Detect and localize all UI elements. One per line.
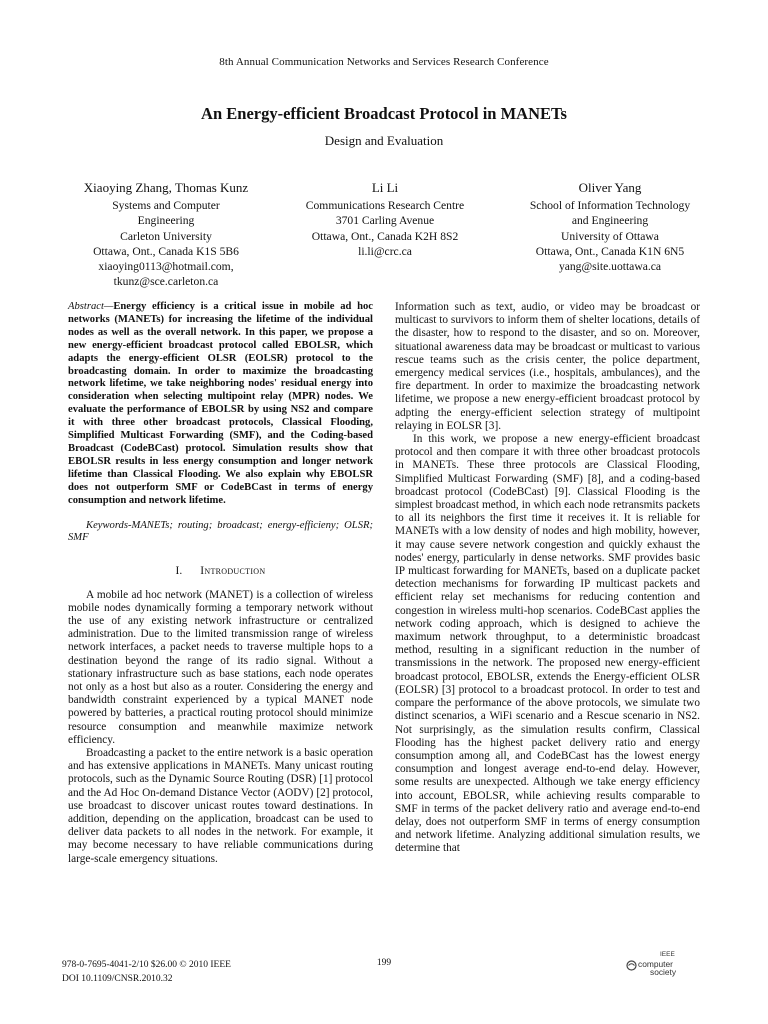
author-affiliation-line: Ottawa, Ont., Canada K2H 8S2 xyxy=(311,229,459,243)
footer-doi: DOI 10.1109/CNSR.2010.32 xyxy=(62,974,173,984)
author-name: Oliver Yang xyxy=(578,180,642,195)
author-affiliation-line: Ottawa, Ont., Canada K1N 6N5 xyxy=(535,244,685,258)
author-affiliation-line: 3701 Carling Avenue xyxy=(335,214,435,228)
author-name: Xiaoying Zhang, Thomas Kunz xyxy=(83,180,249,195)
section-title: Introduction xyxy=(200,565,266,578)
logo-text xyxy=(638,951,676,977)
author-email: tkunz@sce.carleton.ca xyxy=(113,275,219,289)
right-column xyxy=(395,301,700,856)
keywords: Keywords-MANETs; routing; broadcast; energy-efficieny; OLSR; SMF xyxy=(68,519,373,544)
section-heading xyxy=(68,565,373,578)
author-name: Li Li xyxy=(371,180,399,195)
paper-title: An Energy-efficient Broadcast Protocol in MANETs xyxy=(201,104,567,123)
author-affiliation-line: Systems and Computer xyxy=(112,199,220,213)
abstract xyxy=(68,301,373,508)
footer-isbn: 978-0-7695-4041-2/10 $26.00 © 2010 IEEE xyxy=(62,960,231,970)
author-affiliation-line: Ottawa, Ont., Canada K1S 5B6 xyxy=(93,244,239,258)
abstract-lead: Abstract xyxy=(68,301,104,312)
author-affiliation-line: and Engineering xyxy=(571,214,649,228)
author-block-3 xyxy=(508,180,712,274)
author-affiliation-line: Communications Research Centre xyxy=(305,199,465,213)
conference-name: 8th Annual Communication Networks and Services Research Conference xyxy=(219,56,549,68)
author-email: li.li@crc.ca xyxy=(358,244,412,258)
body-paragraph: Information such as text, audio, or video may be broadcast or multicast to survivors to inform them of shelter locations, details of the disaster, how to respond to the disaster, and so on. Moreover, situational awareness data may be broadcast or multicast to various rescue teams such as the crisis center, the police department, emergency medical services (i.e., hospitals, ambulances), and the fire department. In order to maximize the broadcasting network lifetime, we propose a new energy-efficient broadcast protocol by adpting the energy-efficient selection strategy of multipoint relaying in EOLSR [3]. xyxy=(395,301,700,432)
author-email: yang@site.uottawa.ca xyxy=(558,260,662,274)
author-affiliation-line: School of Information Technology xyxy=(529,199,691,213)
ieee-computer-society-logo xyxy=(626,951,706,977)
author-affiliation-line: University of Ottawa xyxy=(561,229,659,243)
author-block-1 xyxy=(58,180,274,289)
body-paragraph: A mobile ad hoc network (MANET) is a collection of wireless mobile nodes dynamically forming a temporary network without the use of any existing network infrastructure or centralized administration. Due to the limited transmission range of wireless network interfaces, a packet needs to traverse multiple hops to a destination beyond the range of its radio signal. Without a stationary infrastructure such as base stations, each node operates not only as a host but also as a router. Considering the energy and bandwidth constraint experienced by a typical MANET node powered by batteries, a practical routing protocol should minimize resource consumption and meanwhile maximize network efficiency. xyxy=(68,588,373,746)
abstract-dash: — xyxy=(103,301,114,312)
logo-swirl-icon xyxy=(626,960,637,971)
page-number: 199 xyxy=(376,958,392,968)
paper-subtitle: Design and Evaluation xyxy=(324,133,444,148)
author-affiliation-line: Engineering xyxy=(137,214,195,228)
logo-line-computer: computer xyxy=(638,958,673,969)
author-block-2 xyxy=(278,180,492,259)
logo-line-society: society xyxy=(650,967,677,978)
logo-line-ieee: IEEE xyxy=(660,951,675,958)
author-email: xiaoying0113@hotmail.com, xyxy=(98,260,234,274)
author-affiliation-line: Carleton University xyxy=(120,229,212,243)
abstract-body: Energy efficiency is a critical issue in mobile ad hoc networks (MANETs) for increasing the lifetime of the individual nodes as well as the overall network. In this paper, we propose a new energy-efficient broadcast protocol called EBOLSR, which adapts the energy-efficient OLSR (EOLSR) protocol to the broadcasting domain. In order to maximize the broadcasting network lifetime, we take neighboring nodes' residual energy into consideration when selecting multipoint relay (MPR) nodes. We evaluate the performance of EBOLSR by using NS2 and compare it with three other broadcast protocols, Classical Flooding, Simplified Multicast Forwarding (SMF), and the Coding-based Broadcast (CodeBCast) protocol. Simulation results show that EBOLSR results in less energy consumption and longer network lifetime than Classical Flooding. We also explain why EBOLSR does not outperform SMF or CodeBCast in terms of energy consumption and network lifetime. xyxy=(68,301,373,506)
body-paragraph: Broadcasting a packet to the entire network is a basic operation and has extensive applications in MANETs. Many unicast routing protocols, such as the Dynamic Source Routing (DSR) [1] protocol and the Ad Hoc On-demand Distance Vector (AODV) [2] protocol, use broadcast to discover unicast routes toward destinations. In addition, depending on the application, broadcast can be used to deliver data packets to all nodes in the network. For example, it may become necessary to have reliable communications during large-scale emergency situations. xyxy=(68,746,373,865)
left-column xyxy=(68,301,373,866)
section-number: I. xyxy=(175,565,183,578)
body-paragraph: In this work, we propose a new energy-efficient broadcast protocol and then compare it with three other broadcast protocols in MANETs. These three protocols are Classical Flooding, Simplified Multicast Forwarding (SMF) [8], and a coding-based broadcast protocol (CodeBCast) [9]. Classical Flooding is the simplest broadcast method, in which each node retransmits packets to all its neighbors the first time it receives it. It is reliable for MANETs with a low density of nodes and high mobility, however, it may cause severe network congestion and quickly exhaust the nodes' energy, particularly in dense networks. SMF provides basic IP multicast forwarding for MANETs, based on a duplicate packet detection mechanisms for forwarding IP multicast packets and efficient relay set mechanisms for reducing contention and congestion in wireless multi-hop scenarios. CodeBCast applies the network coding approach, which is designed to achieve the maximum network throughput, to a deterministic broadcast method, resulting in a significant reduction in the number of transmissions in the network. The proposed new energy-efficient broadcast protocol, EBOLSR, extends the Energy-efficient OLSR (EOLSR) [3] protocol to a broadcast protocol. In order to test and compare the performance of the above protocols, we simulate two distinct scenarios, a WiFi scenario and a Rescue scenario in NS2. Not surprisingly, as the simulation results confirm, Classical Flooding has the highest packet delivery ratio and energy consumption among all, and CodeBCast has the lowest energy consumption and longest average end-to-end delay. However, some results are unexpected. Although we take energy efficiency into account, EBOLSR, while achieving results comparable to SMF in terms of the packet delivery ratio and average end-to-end delay, does not outperform SMF in terms of energy consumption and network lifetime. Analyzing additional simulation results, we determine that xyxy=(395,433,700,855)
